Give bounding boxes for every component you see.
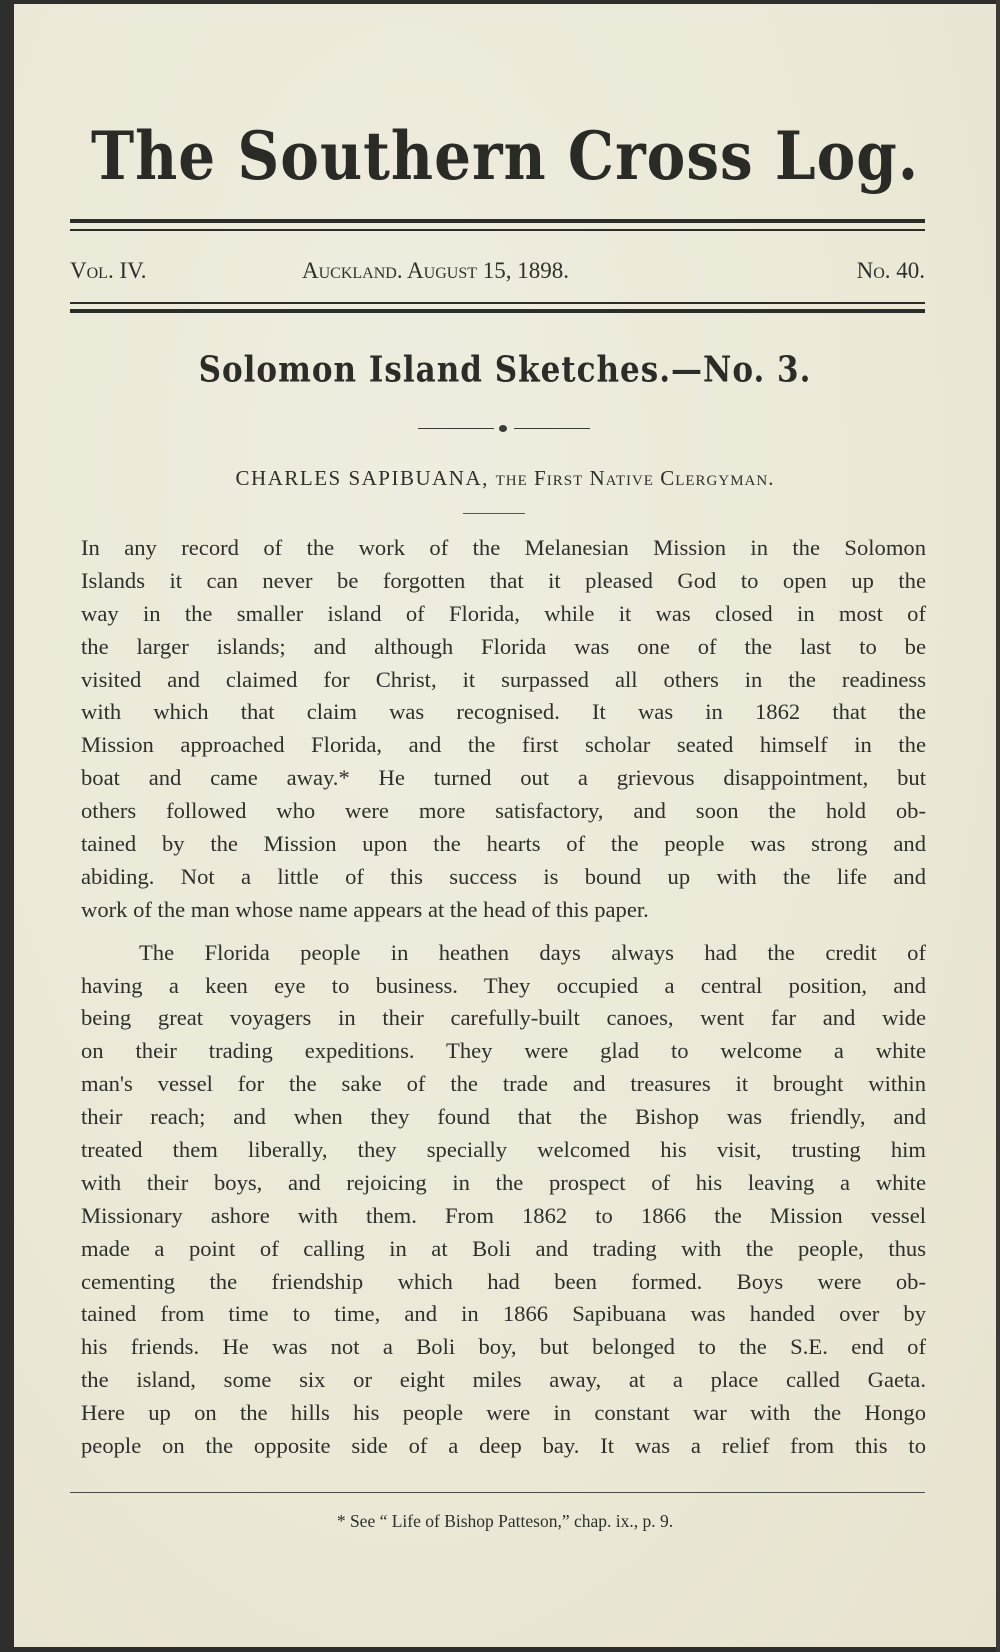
ornament-divider-icon	[418, 424, 590, 434]
subtitle-name: CHARLES SAPIBUANA,	[235, 466, 489, 490]
text-line: visited and claimed for Christ, it surpassed all others in the readiness	[81, 666, 926, 692]
text-line: people on the opposite side of a deep bay. It was a relief from this to	[81, 1433, 926, 1459]
text-line: cementing the friendship which had been formed. Boys were ob-	[81, 1268, 926, 1294]
text-line: being great voyagers in their carefully-built canoes, went far and wide	[81, 1005, 926, 1031]
masthead-rule-thick	[70, 219, 925, 223]
dateline	[70, 258, 925, 292]
article-subtitle	[14, 466, 996, 491]
paragraph-1	[81, 532, 926, 927]
text-line: In any record of the work of the Melanesian Mission in the Solomon	[81, 535, 926, 560]
place-and-date: Auckland. August 15, 1898.	[302, 258, 570, 283]
text-line: treated them liberally, they specially welcomed his visit, trusting him	[81, 1137, 926, 1163]
text-line: Mission approached Florida, and the first scholar seated himself in the	[81, 732, 926, 758]
text-line: Missionary ashore with them. From 1862 to 1866 the Mission vessel	[81, 1202, 926, 1228]
text-line: the island, some six or eight miles away, at a place called Gaeta.	[81, 1367, 926, 1393]
text-line: Islands it can never be forgotten that it pleased God to open up the	[81, 567, 926, 593]
paragraph-2	[81, 937, 926, 1463]
dateline-rule-thin	[70, 302, 925, 304]
issue-number: No. 40.	[856, 258, 925, 283]
text-line: tained from time to time, and in 1866 Sapibuana was handed over by	[81, 1301, 926, 1327]
text-line: their reach; and when they found that the Bishop was friendly, and	[81, 1104, 926, 1130]
article-body	[81, 532, 926, 1463]
text-line: the larger islands; and although Florida was one of the last to be	[81, 633, 926, 659]
dateline-rule-thick	[70, 309, 925, 313]
text-line: Here up on the hills his people were in constant war with the Hongo	[81, 1400, 926, 1426]
text-line: way in the smaller island of Florida, while it was closed in most of	[81, 600, 926, 626]
text-line: on their trading expeditions. They were glad to welcome a white	[81, 1038, 926, 1064]
text-line: having a keen eye to business. They occupied a central position, and	[81, 972, 926, 998]
footnote: * See “ Life of Bishop Patteson,” chap. ix., p. 9.	[336, 1511, 674, 1531]
text-line: abiding. Not a little of this success is bound up with the life and	[81, 863, 926, 889]
masthead-rule-thin	[70, 229, 925, 231]
text-line: others followed who were more satisfactory, and soon the hold ob-	[81, 798, 926, 824]
text-line: man's vessel for the sake of the trade and treasures it brought within	[81, 1071, 926, 1097]
footnote-rule	[70, 1492, 925, 1493]
text-line: tained by the Mission upon the hearts of the people was strong and	[81, 831, 926, 857]
newsletter-page	[14, 4, 996, 1647]
volume-number: Vol. IV.	[70, 258, 147, 283]
subtitle-description: the First Native Clergyman.	[495, 466, 775, 490]
text-line: boat and came away.* He turned out a grievous disappointment, but	[81, 765, 926, 791]
sheet-edge	[996, 0, 1000, 1652]
text-line: with their boys, and rejoicing in the prospect of his leaving a white	[81, 1169, 926, 1195]
text-line: work of the man whose name appears at the head of this paper.	[81, 896, 649, 922]
text-line: The Florida people in heathen days always had the credit of	[139, 939, 926, 965]
text-line: his friends. He was not a Boli boy, but belonged to the S.E. end of	[81, 1334, 926, 1360]
text-line: with which that claim was recognised. It was in 1862 that the	[81, 699, 926, 725]
text-line: made a point of calling in at Boli and trading with the people, thus	[81, 1235, 926, 1261]
masthead-title: The Southern Cross Log.	[90, 116, 920, 196]
subtitle-rule	[463, 513, 525, 514]
article-title: Solomon Island Sketches.—No. 3.	[198, 349, 812, 391]
